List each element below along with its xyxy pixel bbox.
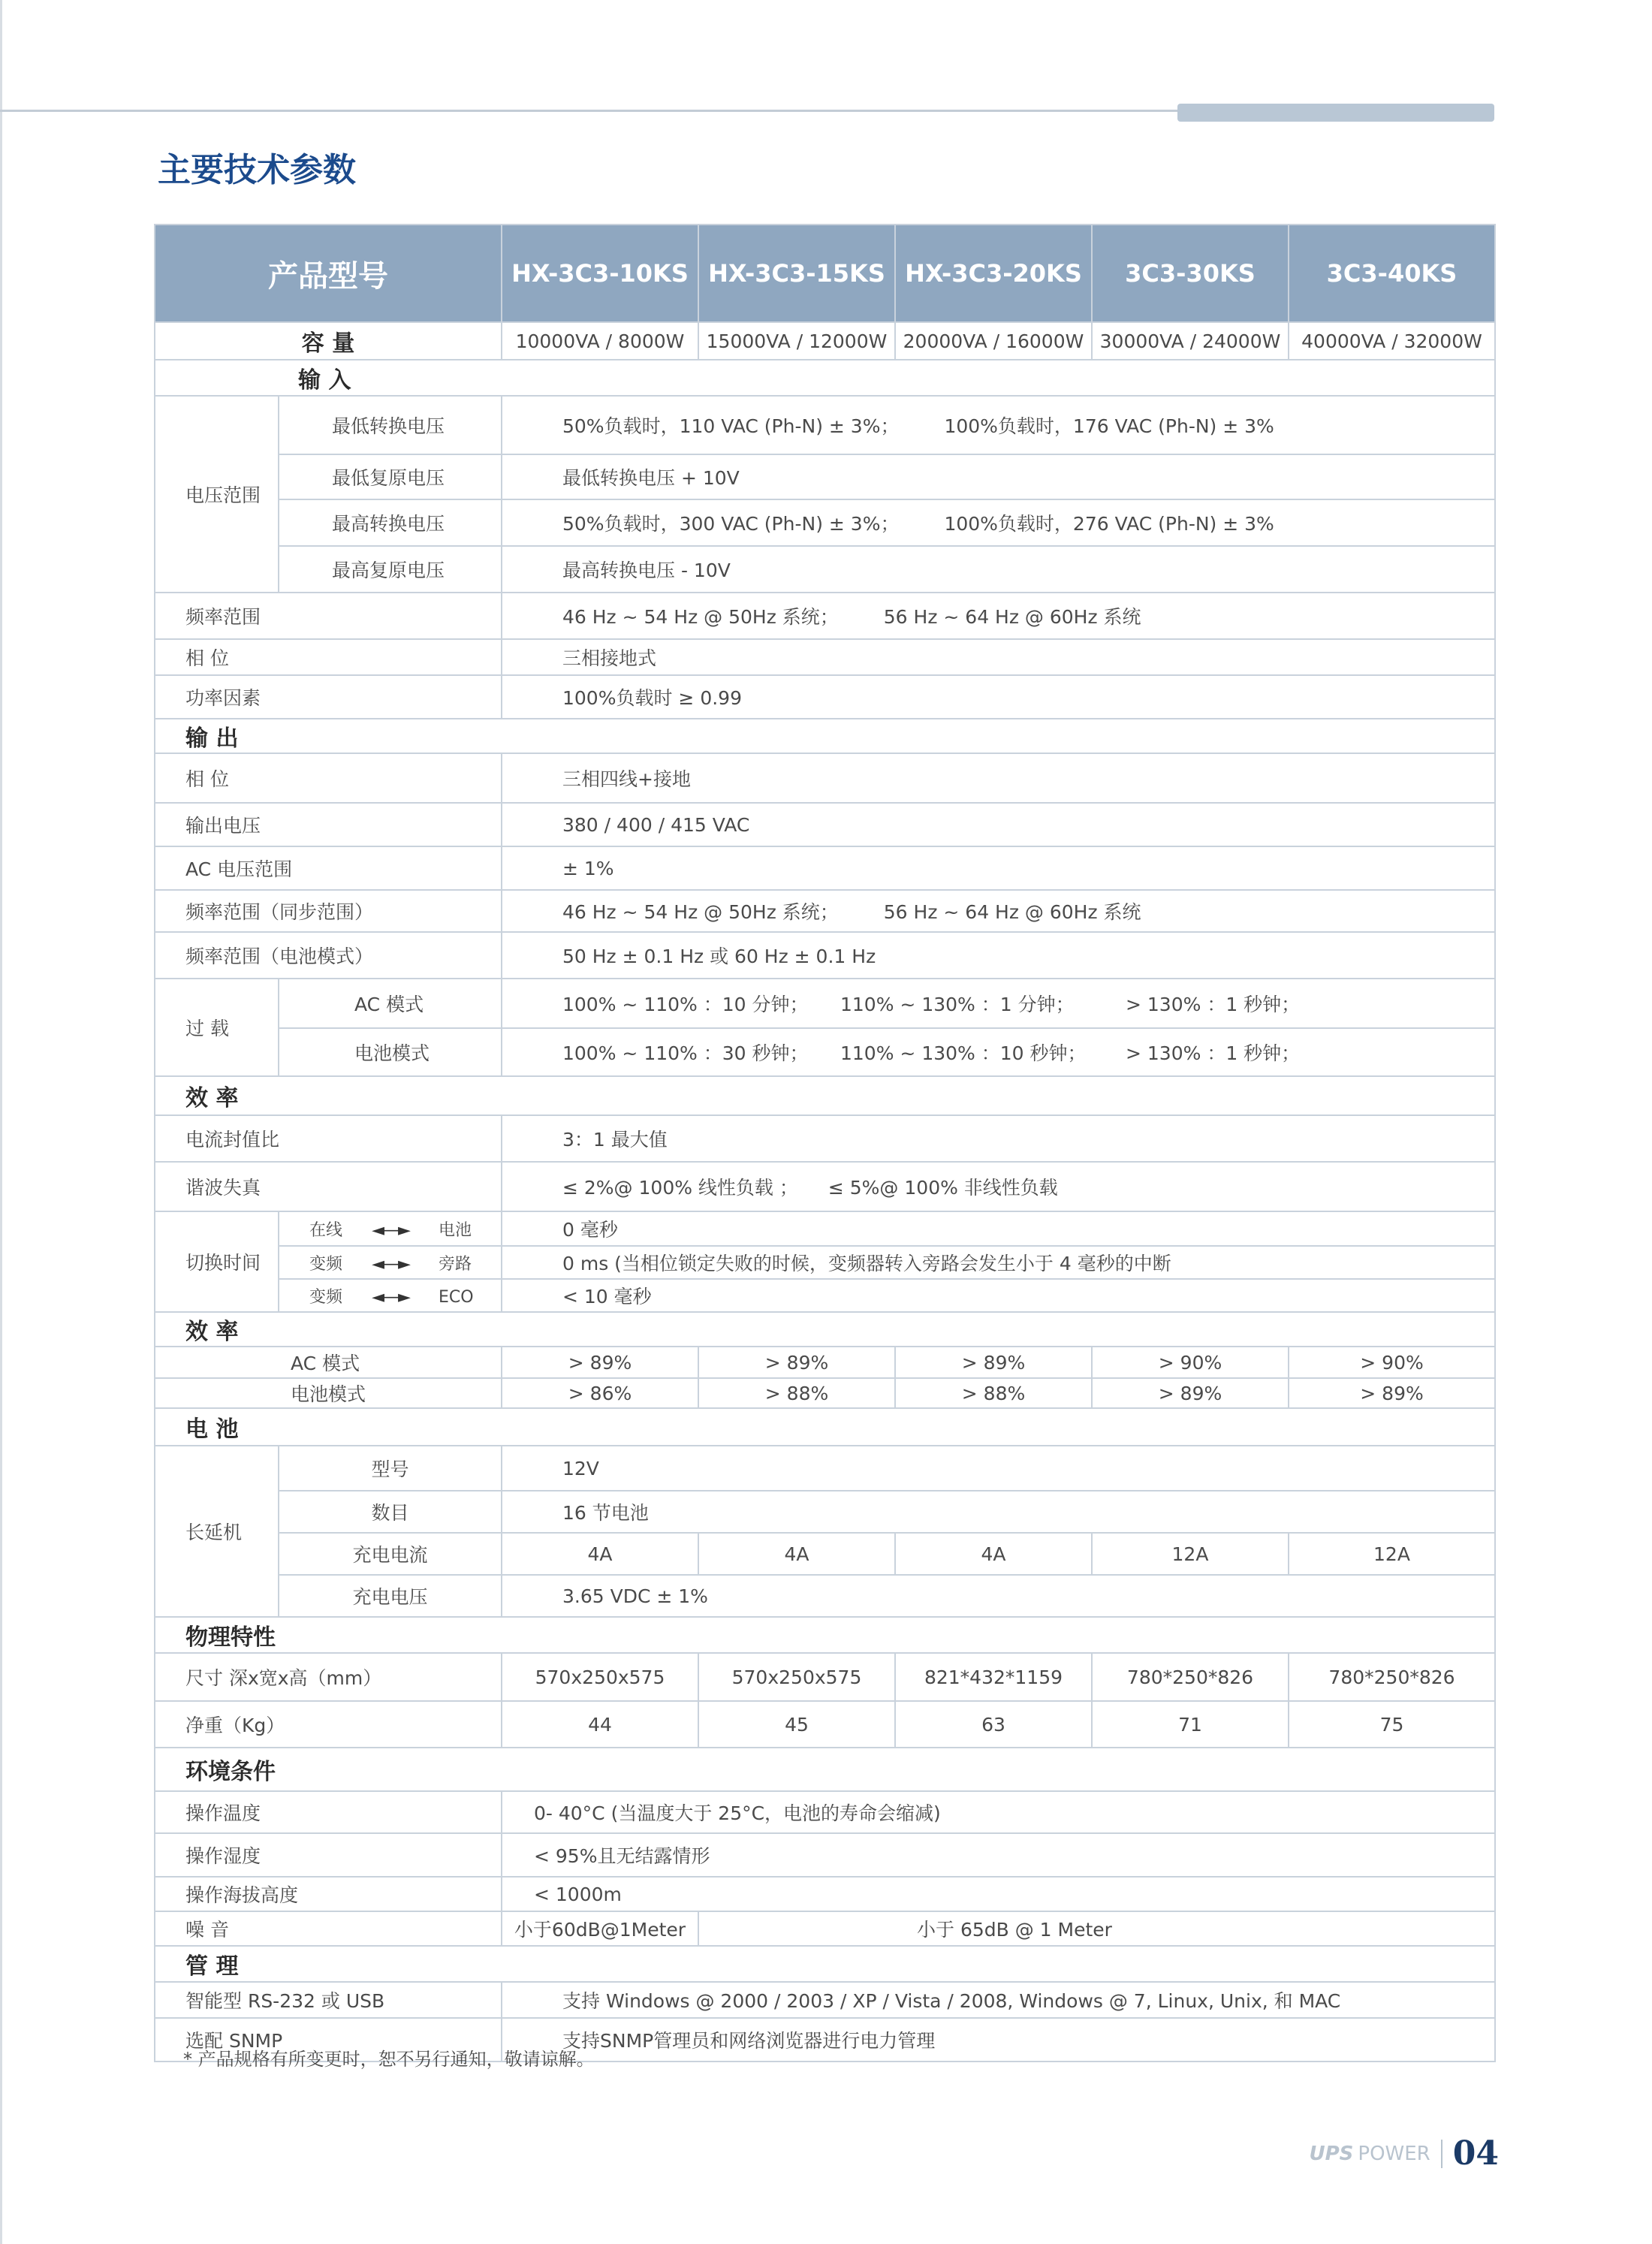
efficiency-value: > 90% xyxy=(1289,1347,1495,1378)
table-row xyxy=(155,639,1495,675)
row-label: 净重（Kg） xyxy=(155,1701,502,1748)
row-value: 46 Hz ~ 54 Hz @ 50Hz 系统； 56 Hz ~ 64 Hz @ 60Hz 系统 xyxy=(502,593,1495,639)
row-label: 选配 SNMP xyxy=(155,2018,502,2062)
table-row xyxy=(155,1911,1495,1946)
brand-power: POWER xyxy=(1358,2142,1430,2165)
row-value: 100% ~ 110% ：10 分钟； 110% ~ 130% ：1 分钟； > 130% ：1 秒钟； xyxy=(502,979,1495,1028)
row-value: 50%负载时，300 VAC (Ph-N) ± 3%； 100%负载时，276 VAC (Ph-N) ± 3% xyxy=(502,499,1495,546)
weight-value: 45 xyxy=(698,1701,895,1748)
table-row xyxy=(155,675,1495,719)
row-value: 16 节电池 xyxy=(502,1491,1495,1533)
table-row xyxy=(155,890,1495,932)
table-row xyxy=(155,1246,1495,1279)
efficiency-value: > 86% xyxy=(502,1378,698,1408)
row-label: 智能型 RS-232 或 USB xyxy=(155,1982,502,2018)
capacity-value: 30000VA / 24000W xyxy=(1092,322,1289,360)
charge-current-value: 12A xyxy=(1289,1533,1495,1575)
row-label: 噪 音 xyxy=(155,1911,502,1946)
efficiency-value: > 89% xyxy=(1289,1378,1495,1408)
section-input: 输 入 xyxy=(155,360,1495,396)
capacity-value: 20000VA / 16000W xyxy=(895,322,1092,360)
row-label: 电池模式 xyxy=(279,1028,502,1076)
section-row xyxy=(155,1408,1495,1446)
table-row xyxy=(155,979,1495,1028)
row-label: 最高转换电压 xyxy=(279,499,502,546)
row-value: 50 Hz ± 0.1 Hz 或 60 Hz ± 0.1 Hz xyxy=(502,932,1495,979)
row-value: 12V xyxy=(502,1446,1495,1491)
row-value: ± 1% xyxy=(502,846,1495,890)
section-row xyxy=(155,719,1495,753)
row-label: 型号 xyxy=(279,1446,502,1491)
row-label: 电流封值比 xyxy=(155,1115,502,1162)
brand-ups: UPS xyxy=(1309,2142,1354,2165)
table-row xyxy=(155,1653,1495,1701)
table-row xyxy=(155,396,1495,454)
dimension-value: 780*250*826 xyxy=(1092,1653,1289,1701)
section-output: 输 出 xyxy=(155,719,1495,753)
row-label: 操作海拔高度 xyxy=(155,1877,502,1911)
table-row xyxy=(155,1279,1495,1312)
row-value: < 1000m xyxy=(502,1877,1495,1911)
table-row xyxy=(155,753,1495,803)
row-value: < 10 毫秒 xyxy=(502,1279,1495,1312)
weight-value: 71 xyxy=(1092,1701,1289,1748)
row-value: 最低转换电压 + 10V xyxy=(502,454,1495,499)
row-label: 最低复原电压 xyxy=(279,454,502,499)
row-label: AC 电压范围 xyxy=(155,846,502,890)
capacity-value: 40000VA / 32000W xyxy=(1289,322,1495,360)
weight-value: 63 xyxy=(895,1701,1092,1748)
row-label: 最高复原电压 xyxy=(279,546,502,593)
row-value: 支持SNMP管理员和网络浏览器进行电力管理 xyxy=(502,2018,1495,2062)
row-value: 支持 Windows @ 2000 / 2003 / XP / Vista / 2008, Windows @ 7, Linux, Unix, 和 MAC xyxy=(502,1982,1495,2018)
row-value: 最高转换电压 - 10V xyxy=(502,546,1495,593)
row-label: 频率范围（同步范围） xyxy=(155,890,502,932)
table-row xyxy=(155,1347,1495,1378)
weight-value: 75 xyxy=(1289,1701,1495,1748)
row-value: < 95%且无结露情形 xyxy=(502,1833,1495,1877)
header-bar xyxy=(1177,104,1494,122)
row-value: 3：1 最大值 xyxy=(502,1115,1495,1162)
efficiency-value: > 89% xyxy=(698,1347,895,1378)
table-row xyxy=(155,454,1495,499)
table-row xyxy=(155,846,1495,890)
row-value: 100%负载时 ≥ 0.99 xyxy=(502,675,1495,719)
section-management: 管 理 xyxy=(155,1946,1495,1982)
capacity-label: 容 量 xyxy=(155,322,502,360)
table-row xyxy=(155,1982,1495,2018)
section-row xyxy=(155,360,1495,396)
table-row xyxy=(155,1446,1495,1491)
table-row xyxy=(155,546,1495,593)
row-value: 3.65 VDC ± 1% xyxy=(502,1575,1495,1617)
row-label: 充电电流 xyxy=(279,1533,502,1575)
noise-value-large: 小于 65dB @ 1 Meter xyxy=(698,1911,1495,1946)
row-label: AC 模式 xyxy=(279,979,502,1028)
dimension-value: 570x250x575 xyxy=(698,1653,895,1701)
table-row xyxy=(155,1162,1495,1211)
row-value: 46 Hz ~ 54 Hz @ 50Hz 系统； 56 Hz ~ 64 Hz @ 60Hz 系统 xyxy=(502,890,1495,932)
section-environment: 环境条件 xyxy=(155,1748,1495,1791)
row-label: 频率范围 xyxy=(155,593,502,639)
row-label: AC 模式 xyxy=(155,1347,502,1378)
efficiency-value: > 88% xyxy=(698,1378,895,1408)
table-row xyxy=(155,1833,1495,1877)
header-model-5: 3C3-40KS xyxy=(1289,225,1495,322)
table-header-row xyxy=(155,225,1495,322)
section-efficiency: 效 率 xyxy=(155,1312,1495,1347)
page-title: 主要技术参数 xyxy=(158,151,356,189)
row-label: 操作湿度 xyxy=(155,1833,502,1877)
double-arrow-icon: ◄—► xyxy=(372,1287,409,1307)
charge-current-value: 4A xyxy=(895,1533,1092,1575)
table-row xyxy=(155,499,1495,546)
page-footer xyxy=(1310,2134,1500,2173)
section-row xyxy=(155,1617,1495,1653)
section-row xyxy=(155,1076,1495,1115)
page-edge xyxy=(0,0,2,2244)
row-value: ≤ 2%@ 100% 线性负载 ； ≤ 5%@ 100% 非线性负载 xyxy=(502,1162,1495,1211)
table-row xyxy=(155,1491,1495,1533)
spec-table xyxy=(154,224,1496,2062)
battery-group-label: 长延机 xyxy=(155,1446,279,1617)
row-label: 相 位 xyxy=(155,753,502,803)
capacity-value: 10000VA / 8000W xyxy=(502,322,698,360)
table-row xyxy=(155,1701,1495,1748)
section-row xyxy=(155,1312,1495,1347)
row-value: 0- 40°C (当温度大于 25°C，电池的寿命会缩减) xyxy=(502,1791,1495,1833)
charge-current-value: 4A xyxy=(698,1533,895,1575)
row-value: 50%负载时，110 VAC (Ph-N) ± 3%； 100%负载时，176 VAC (Ph-N) ± 3% xyxy=(502,396,1495,454)
row-label: 电池模式 xyxy=(155,1378,502,1408)
row-label: 最低转换电压 xyxy=(279,396,502,454)
row-label: 相 位 xyxy=(155,639,502,675)
header-model-2: HX-3C3-15KS xyxy=(698,225,895,322)
double-arrow-icon: ◄—► xyxy=(372,1220,409,1240)
table-row xyxy=(155,932,1495,979)
noise-value-small: 小于60dB@1Meter xyxy=(502,1911,698,1946)
row-label: 频率范围（电池模式） xyxy=(155,932,502,979)
dimension-value: 570x250x575 xyxy=(502,1653,698,1701)
capacity-value: 15000VA / 12000W xyxy=(698,322,895,360)
table-row xyxy=(155,803,1495,846)
footer-divider xyxy=(1441,2140,1442,2168)
table-row xyxy=(155,1533,1495,1575)
row-label: 操作温度 xyxy=(155,1791,502,1833)
section-row xyxy=(155,1748,1495,1791)
header-model-3: HX-3C3-20KS xyxy=(895,225,1092,322)
row-value: 0 ms (当相位锁定失败的时候，变频器转入旁路会发生小于 4 毫秒的中断 xyxy=(502,1246,1495,1279)
overload-label: 过 载 xyxy=(155,979,279,1076)
table-row xyxy=(155,1378,1495,1408)
header-model-4: 3C3-30KS xyxy=(1092,225,1289,322)
row-label: 输出电压 xyxy=(155,803,502,846)
efficiency-value: > 88% xyxy=(895,1378,1092,1408)
transfer-mode: 变频 ◄—► ECO xyxy=(279,1279,502,1312)
footnote: * 产品规格有所变更时，恕不另行通知，敬请谅解。 xyxy=(183,2049,595,2070)
row-value: 380 / 400 / 415 VAC xyxy=(502,803,1495,846)
table-row xyxy=(155,322,1495,360)
table-row xyxy=(155,593,1495,639)
table-row xyxy=(155,1115,1495,1162)
table-row xyxy=(155,1028,1495,1076)
efficiency-value: > 89% xyxy=(895,1347,1092,1378)
header-model-label: 产品型号 xyxy=(155,225,502,322)
charge-current-value: 4A xyxy=(502,1533,698,1575)
efficiency-value: > 89% xyxy=(1092,1378,1289,1408)
table-row xyxy=(155,1791,1495,1833)
row-label: 数目 xyxy=(279,1491,502,1533)
row-value: 三相四线+接地 xyxy=(502,753,1495,803)
dimension-value: 821*432*1159 xyxy=(895,1653,1092,1701)
transfer-mode: 在线 ◄—► 电池 xyxy=(279,1211,502,1246)
page-number: 04 xyxy=(1452,2134,1499,2173)
row-value: 三相接地式 xyxy=(502,639,1495,675)
section-battery: 电 池 xyxy=(155,1408,1495,1446)
efficiency-value: > 90% xyxy=(1092,1347,1289,1378)
weight-value: 44 xyxy=(502,1701,698,1748)
double-arrow-icon: ◄—► xyxy=(372,1254,409,1274)
section-row xyxy=(155,1946,1495,1982)
row-label: 充电电压 xyxy=(279,1575,502,1617)
voltage-range-label: 电压范围 xyxy=(155,396,279,593)
header-model-1: HX-3C3-10KS xyxy=(502,225,698,322)
table-row xyxy=(155,1877,1495,1911)
dimension-value: 780*250*826 xyxy=(1289,1653,1495,1701)
row-label: 谐波失真 xyxy=(155,1162,502,1211)
charge-current-value: 12A xyxy=(1092,1533,1289,1575)
row-value: 100% ~ 110% ：30 秒钟； 110% ~ 130% ：10 秒钟； > 130% ：1 秒钟； xyxy=(502,1028,1495,1076)
efficiency-value: > 89% xyxy=(502,1347,698,1378)
section-efficiency: 效 率 xyxy=(155,1076,1495,1115)
section-physical: 物理特性 xyxy=(155,1617,1495,1653)
row-label: 功率因素 xyxy=(155,675,502,719)
table-row xyxy=(155,1211,1495,1246)
row-value: 0 毫秒 xyxy=(502,1211,1495,1246)
header-rule xyxy=(0,110,1179,112)
transfer-mode: 变频 ◄—► 旁路 xyxy=(279,1246,502,1279)
transfer-label: 切换时间 xyxy=(155,1211,279,1312)
row-label: 尺寸 深x宽x高（mm） xyxy=(155,1653,502,1701)
table-row xyxy=(155,1575,1495,1617)
